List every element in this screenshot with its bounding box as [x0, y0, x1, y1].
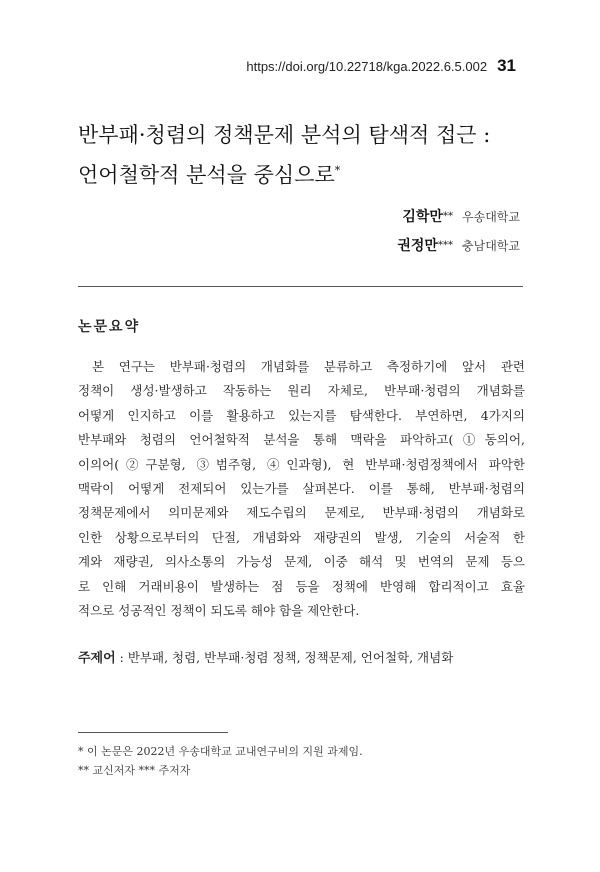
- abstract-line: 맥락이 어떻게 전제되어 있는가를 살펴본다. 이를 통해, 반부패·청렴의: [78, 481, 525, 497]
- author-name: 김학만: [402, 209, 443, 225]
- author-affiliation: 우송대학교: [462, 210, 520, 224]
- running-header: [246, 56, 516, 76]
- footnote-divider: [78, 732, 228, 733]
- title-line-2: [78, 153, 538, 193]
- section-divider: [78, 286, 523, 287]
- footnote-funding: * 이 논문은 2022년 우송대학교 교내연구비의 지원 과제임.: [78, 745, 363, 758]
- abstract-line: 인한 상황으로부터의 단절, 개념화와 재량권의 발생, 기술의 서술적 한: [78, 529, 525, 545]
- author-list: [397, 206, 520, 264]
- keywords-list: 반부패, 청렴, 반부패·청렴 정책, 정책문제, 언어철학, 개념화: [127, 650, 454, 665]
- author-entry: [397, 206, 520, 226]
- author-footnote-mark: **: [442, 211, 453, 222]
- abstract-line: 정책이 생성·발생하고 작동하는 원리 자체로, 반부패·청렴의 개념화를: [78, 383, 525, 399]
- author-entry: [397, 235, 520, 255]
- title-line-2-text: 언어철학적 분석을 중심으로: [78, 163, 335, 187]
- abstract-line: 본 연구는 반부패·청렴의 개념화를 분류하고 측정하기에 앞서 관련: [92, 359, 525, 374]
- title-footnote-mark[interactable]: *: [334, 164, 341, 177]
- footnotes: [78, 742, 363, 780]
- abstract-line: 적으로 성공적인 정책이 되도록 해야 함을 제안한다.: [78, 603, 360, 619]
- author-affiliation: 충남대학교: [462, 239, 520, 253]
- abstract-line: 정책문제에서 의미문제와 제도수립의 문제로, 반부패·청렴의 개념화로: [78, 505, 525, 521]
- abstract-line: 로 인해 거래비용이 발생하는 점 등을 정책에 반영해 합리적이고 효율: [78, 578, 525, 594]
- author-name: 권정만: [397, 238, 438, 254]
- abstract-body: [78, 355, 525, 623]
- paper-title: [78, 117, 538, 193]
- abstract-line: 이의어(②구분형, ③범주형, ④인과형), 현 반부패·청렴정책에서 파악한: [78, 456, 525, 472]
- keywords-separator: :: [115, 650, 128, 665]
- title-line-1: 반부패·청렴의 정책문제 분석의 탐색적 접근 :: [78, 123, 491, 147]
- abstract-line: 어떻게 인지하고 이를 활용하고 있는지를 탐색한다. 부연하면, 4가지의: [78, 407, 525, 423]
- footnote-authors: ** 교신저자 *** 주저자: [78, 764, 191, 777]
- author-footnote-mark: ***: [437, 240, 453, 251]
- doi-link[interactable]: https://doi.org/10.22718/kga.2022.6.5.002: [246, 59, 488, 74]
- abstract-line: 계와 재량권, 의사소통의 가능성 문제, 이중 해석 및 번역의 문제 등으: [78, 554, 525, 570]
- abstract-heading: 논문요약: [78, 319, 141, 335]
- keywords-label: 주제어: [78, 651, 116, 666]
- abstract-line: 반부패와 청렴의 언어철학적 분석을 통해 맥락을 파악하고(①동의어,: [78, 432, 525, 448]
- keywords: [78, 647, 453, 666]
- page-number: 31: [497, 56, 516, 75]
